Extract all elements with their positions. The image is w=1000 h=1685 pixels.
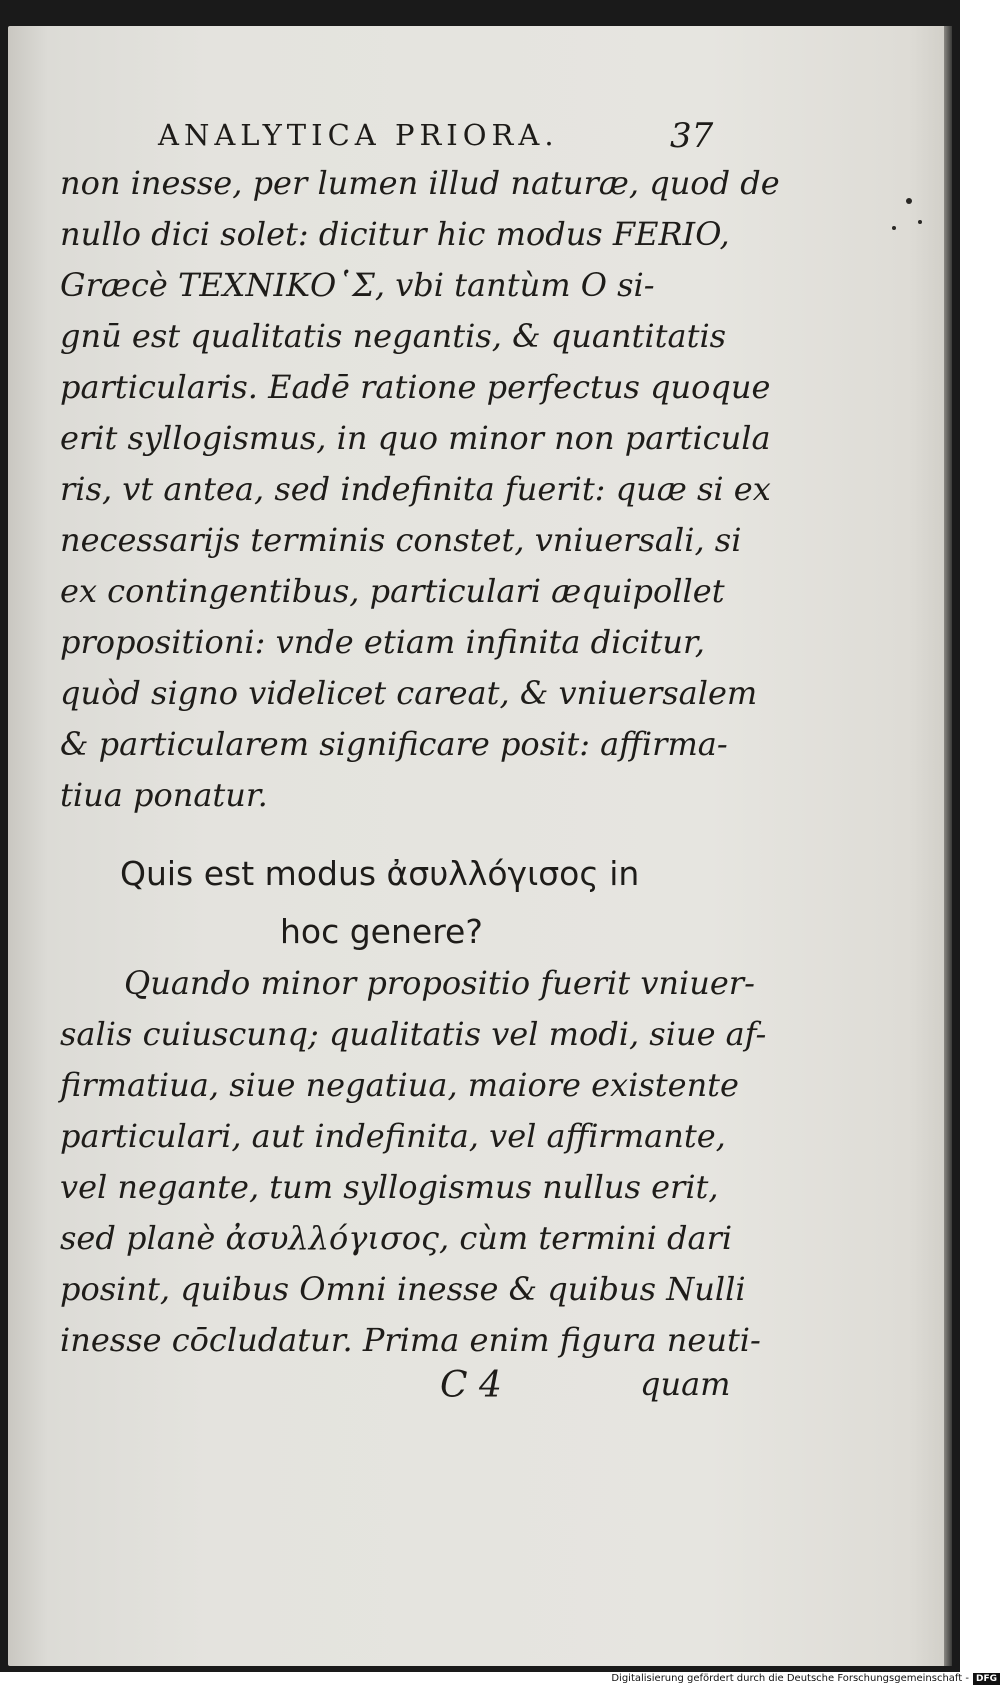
- section-heading: [120, 845, 740, 961]
- text-line: vel negante, tum syllogismus nullus erit,: [60, 1168, 719, 1206]
- signature-mark: C 4: [440, 1365, 502, 1406]
- text-line: nullo dici solet: dicitur hic modus FERIO,: [60, 215, 730, 253]
- dfg-logo: DFG: [973, 1673, 1000, 1685]
- text-line: Græcè ΤΕΧΝΙΚΟ῾Σ, vbi tantùm O si-: [60, 266, 655, 304]
- heading-line: hoc genere?: [280, 912, 483, 951]
- text-line: & particularem significare posit: affirma-: [60, 725, 728, 763]
- text-line: quòd signo videlicet careat, & vniuersalem: [60, 674, 758, 712]
- text-line: necessarijs terminis constet, vniuersali, si: [60, 521, 742, 559]
- paragraph-2: [60, 958, 767, 1366]
- ink-speck: [918, 220, 922, 224]
- text-line: sed planè ἀσυλλόγισος, cùm termini dari: [60, 1219, 733, 1257]
- text-line: particularis. Eadē ratione perfectus quoque: [60, 368, 771, 406]
- page-edge: [944, 26, 952, 1666]
- page-number: 37: [670, 116, 714, 156]
- text-line: firmatiua, siue negatiua, maiore existente: [60, 1066, 739, 1104]
- digitization-footer: [560, 1672, 1000, 1685]
- text-line: gnū est qualitatis negantis, & quantitatis: [60, 317, 727, 355]
- text-line: particulari, aut indefinita, vel affirmante,: [60, 1117, 726, 1155]
- catchword: quam: [640, 1365, 731, 1403]
- text-line: posint, quibus Omni inesse & quibus Nulli: [60, 1270, 746, 1308]
- text-line: non inesse, per lumen illud naturæ, quod de: [60, 164, 780, 202]
- text-line: propositioni: vnde etiam infinita dicitur,: [60, 623, 705, 661]
- ink-speck: [906, 198, 912, 204]
- paragraph-1: [60, 158, 780, 821]
- heading-line: Quis est modus ἀσυλλόγισος in: [120, 854, 640, 893]
- running-head: ANALYTICA PRIORA.: [158, 118, 559, 152]
- text-line: erit syllogismus, in quo minor non particula: [60, 419, 771, 457]
- text-line: ex contingentibus, particulari æquipollet: [60, 572, 725, 610]
- text-line: Quando minor propositio fuerit vniuer-: [124, 964, 755, 1002]
- text-line: ris, vt antea, sed indefinita fuerit: quæ si ex: [60, 470, 771, 508]
- text-line: tiua ponatur.: [60, 776, 268, 814]
- footer-text: Digitalisierung gefördert durch die Deutsche Forschungsgemeinschaft -: [611, 1673, 969, 1684]
- ink-speck: [892, 226, 896, 230]
- text-line: inesse cōcludatur. Prima enim figura neuti-: [60, 1321, 761, 1359]
- text-line: salis cuiuscunq; qualitatis vel modi, siue af-: [60, 1015, 767, 1053]
